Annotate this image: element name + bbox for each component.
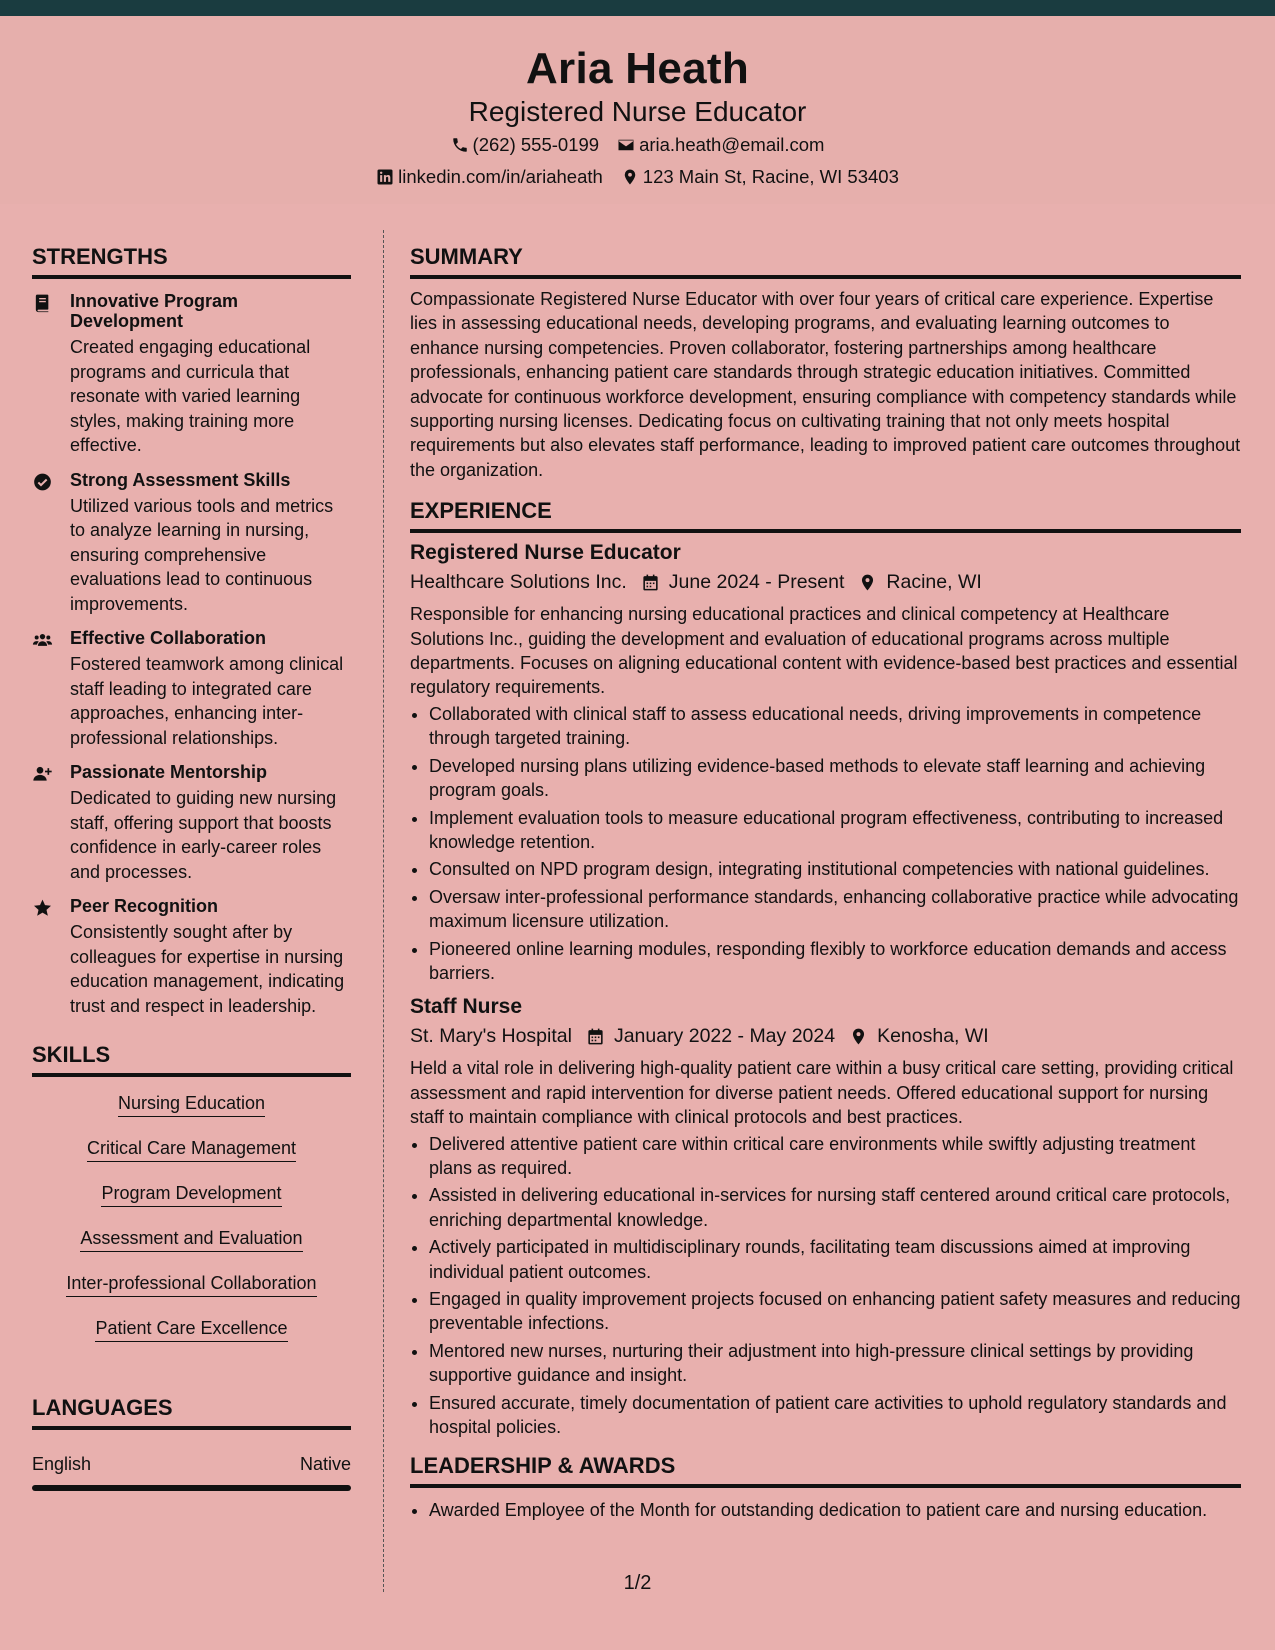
- email-contact[interactable]: [617, 134, 824, 156]
- language-level-bar: [32, 1485, 351, 1491]
- job-entry: [410, 995, 1241, 1439]
- address-contact: [621, 166, 899, 188]
- job-location: Kenosha, WI: [877, 1025, 989, 1048]
- strength-item: [32, 628, 351, 750]
- skill-tag: Inter-professional Collaboration: [66, 1273, 316, 1297]
- linkedin-text: linkedin.com/in/ariaheath: [398, 166, 603, 187]
- map-pin-icon: [858, 573, 877, 592]
- candidate-name: Aria Heath: [525, 44, 750, 93]
- summary-text: Compassionate Registered Nurse Educator with over four years of critical care experience. Expertise lies in assessing educational needs, developing programs, and evaluating learning outcomes to enhance nursing competencies. Proven collaborator, fostering partnerships among healthcare professionals, enhancing patient care standards through strategic education initiatives. Committed advocate for continuous workforce development, ensuring compliance with competency standards while supporting nursing licenses. Dedicating focus on cultivating training that not only meets hospital requirements but also elevates staff performance, leading to improved patient care outcomes throughout the organization.: [410, 289, 1241, 480]
- envelope-icon: [617, 136, 635, 154]
- strength-desc: Dedicated to guiding new nursing staff, offering support that boosts confidence in early-career roles and processes.: [70, 788, 337, 882]
- list-item: • Assisted in delivering educational in-services for nursing staff centered around critical care protocols, enriching departmental knowledge.: [429, 1183, 1241, 1232]
- experience-heading: EXPERIENCE: [410, 498, 1241, 533]
- strength-title: Effective Collaboration: [70, 628, 267, 648]
- languages-heading: LANGUAGES: [32, 1395, 351, 1430]
- strength-title: Innovative Program Development: [70, 291, 239, 331]
- strength-title: Strong Assessment Skills: [70, 469, 291, 490]
- linkedin-contact[interactable]: [376, 166, 603, 188]
- job-title: Registered Nurse Educator: [410, 541, 681, 565]
- language-row: [32, 1454, 351, 1475]
- strengths-heading: STRENGTHS: [32, 244, 351, 279]
- language-name: English: [32, 1454, 92, 1474]
- skill-tag: Patient Care Excellence: [95, 1318, 287, 1342]
- skill-tag: Assessment and Evaluation: [80, 1228, 302, 1252]
- list-item: • Actively participated in multidisciplinary rounds, facilitating team discussions aimed at improving individual patient outcomes.: [429, 1235, 1241, 1284]
- list-item: • Developed nursing plans utilizing evidence-based methods to elevate staff learning and achieving program goals.: [429, 754, 1241, 803]
- list-item: • Implement evaluation tools to measure educational program effectiveness, contributing to increased knowledge retention.: [429, 806, 1241, 855]
- column-divider: [383, 230, 384, 1592]
- leadership-bullets: [410, 1498, 1241, 1522]
- star-icon: [32, 898, 53, 918]
- strength-item: [32, 291, 351, 458]
- right-column: [410, 244, 1241, 1526]
- map-pin-icon: [621, 168, 639, 186]
- job-company: Healthcare Solutions Inc.: [410, 571, 627, 594]
- contact-row-primary: [0, 134, 1275, 156]
- job-location: Racine, WI: [886, 571, 982, 594]
- list-item: • Consulted on NPD program design, integrating institutional competencies with national guidelines.: [429, 857, 1241, 881]
- strength-desc: Consistently sought after by colleagues for expertise in nursing education management, indicating trust and respect in leadership.: [70, 922, 345, 1016]
- contact-row-secondary: [0, 166, 1275, 188]
- job-company: St. Mary's Hospital: [410, 1025, 572, 1048]
- job-bullets: [410, 1132, 1241, 1440]
- map-pin-icon: [849, 1027, 868, 1046]
- phone-icon: [451, 136, 469, 154]
- check-circle-icon: [32, 472, 53, 492]
- strength-title: Peer Recognition: [70, 896, 219, 916]
- strength-desc: Fostered teamwork among clinical staff leading to integrated care approaches, enhancing inter-professional relationships.: [70, 654, 344, 748]
- phone-contact[interactable]: [451, 134, 600, 156]
- list-item: • Awarded Employee of the Month for outstanding dedication to patient care and nursing education.: [429, 1498, 1241, 1522]
- book-icon: [32, 293, 53, 313]
- list-item: • Oversaw inter-professional performance standards, enhancing collaborative practice while advocating maximum licensure utilization.: [429, 885, 1241, 934]
- skill-tag: Critical Care Management: [87, 1138, 296, 1162]
- strength-title: Passionate Mentorship: [70, 762, 268, 782]
- phone-text: (262) 555-0199: [472, 134, 600, 155]
- strength-item: [32, 470, 351, 617]
- list-item: • Mentored new nurses, nurturing their adjustment into high-pressure clinical settings by providing supportive guidance and insight.: [429, 1339, 1241, 1388]
- calendar-icon: [641, 573, 660, 592]
- skill-tag: Program Development: [101, 1183, 281, 1207]
- skill-tag: Nursing Education: [118, 1093, 265, 1117]
- address-text: 123 Main St, Racine, WI 53403: [642, 166, 899, 187]
- list-item: • Engaged in quality improvement projects focused on enhancing patient safety measures and reducing preventable infections.: [429, 1287, 1241, 1336]
- job-meta: [410, 1025, 1241, 1048]
- user-plus-icon: [32, 764, 53, 784]
- users-icon: [32, 630, 53, 650]
- linkedin-icon: [376, 168, 394, 186]
- left-column: [32, 244, 351, 1491]
- strength-desc: Utilized various tools and metrics to analyze learning in nursing, ensuring comprehensive evaluations lead to continuous improvements.: [70, 495, 334, 614]
- list-item: • Delivered attentive patient care within critical care environments while swiftly adjusting treatment plans as required.: [429, 1132, 1241, 1181]
- language-level: Native: [299, 1454, 351, 1474]
- strength-item: [32, 762, 351, 884]
- email-text: aria.heath@email.com: [639, 134, 825, 155]
- summary-heading: SUMMARY: [410, 244, 1241, 279]
- top-accent-bar: [0, 0, 1275, 16]
- skills-heading: SKILLS: [32, 1042, 351, 1077]
- job-dates: June 2024 - Present: [668, 571, 845, 594]
- skills-list: [32, 1077, 351, 1353]
- job-meta: [410, 571, 1241, 594]
- job-bullets: [410, 702, 1241, 985]
- leadership-heading: LEADERSHIP & AWARDS: [410, 1453, 1241, 1488]
- list-item: • Ensured accurate, timely documentation of patient care activities to uphold regulatory standards and hospital policies.: [429, 1391, 1241, 1440]
- job-dates: January 2022 - May 2024: [613, 1025, 836, 1048]
- job-description: Responsible for enhancing nursing educational practices and clinical competency at Healthcare Solutions Inc., guiding the development and evaluation of educational programs across multiple departments. Focuses on aligning educational content with evidence-based best practices and essential regulatory requirements.: [410, 604, 1238, 698]
- strength-desc: Created engaging educational programs and curricula that resonate with varied learning styles, making training more effective.: [70, 337, 311, 455]
- job-entry: [410, 541, 1241, 985]
- page-indicator: 1/2: [623, 1572, 652, 1594]
- resume-header: [0, 16, 1275, 204]
- calendar-icon: [586, 1027, 605, 1046]
- list-item: • Collaborated with clinical staff to assess educational needs, driving improvements in competence through targeted training.: [429, 702, 1241, 751]
- strength-item: [32, 896, 351, 1018]
- job-description: Held a vital role in delivering high-quality patient care within a busy critical care setting, providing critical assessment and rapid intervention for diverse patient needs. Offered educational support for nursing staff to maintain compliance with clinical protocols and best practices.: [410, 1058, 1234, 1128]
- job-title: Staff Nurse: [410, 995, 523, 1019]
- list-item: • Pioneered online learning modules, responding flexibly to workforce education demands and access barriers.: [429, 937, 1241, 986]
- candidate-title: Registered Nurse Educator: [468, 96, 807, 127]
